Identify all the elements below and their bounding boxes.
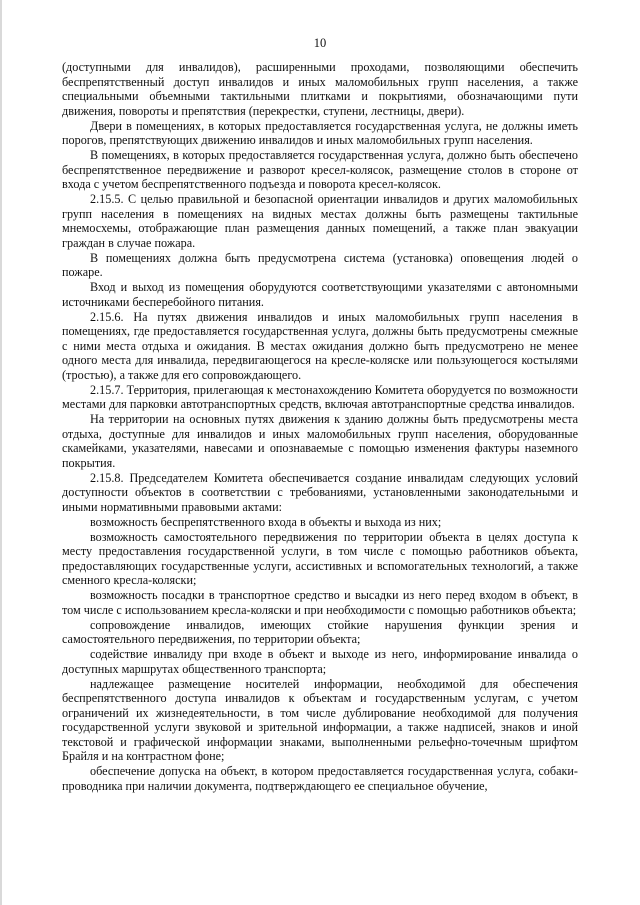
paragraph: 2.15.7. Территория, прилегающая к местонахождению Комитета оборудуется по возможности местами для парковки автотранспортных средств, включая автотранспортные средства инвалидов. <box>62 382 578 411</box>
scan-edge <box>0 0 2 905</box>
paragraph: 2.15.5. С целью правильной и безопасной ориентации инвалидов и других маломобильных групп населения в помещениях на видных местах должны быть размещены тактильные мнемосхемы, отображающие план размещения данных помещений, а также план эвакуации граждан в случае пожара. <box>62 192 578 250</box>
document-body <box>62 60 578 794</box>
page-number: 10 <box>313 36 327 50</box>
paragraph: обеспечение допуска на объект, в котором предоставляется государственная услуга, собаки-проводника при наличии документа, подтверждающего ее специальное обучение, <box>62 764 578 793</box>
paragraph: сопровождение инвалидов, имеющих стойкие нарушения функции зрения и самостоятельного передвижения, по территории объекта; <box>62 617 578 646</box>
paragraph: 2.15.8. Председателем Комитета обеспечивается создание инвалидам следующих условий доступности объектов в соответствии с требованиями, установленными законодательными и иными нормативными правовыми актами: <box>62 470 578 514</box>
paragraph: содействие инвалиду при входе в объект и выходе из него, информирование инвалида о доступных маршрутах общественного транспорта; <box>62 647 578 676</box>
paragraph: возможность посадки в транспортное средство и высадки из него перед входом в объект, в том числе с использованием кресла-коляски и при необходимости с помощью работников объекта; <box>62 588 578 617</box>
paragraph: 2.15.6. На путях движения инвалидов и иных маломобильных групп населения в помещениях, где предоставляется государственная услуга, должны быть предусмотрены смежные с ними места отдыха и ожидания. В местах ожидания должно быть предусмотрено не менее одного места для инвалида, передвигающегося на кресле-коляске или пользующегося костылями (тростью), а также для его сопровождающего. <box>62 309 578 382</box>
paragraph: возможность самостоятельного передвижения по территории объекта в целях доступа к месту предоставления государственной услуги, в том числе с помощью работников объекта, предоставляющих государственные услуги, ассистивных и вспомогательных технологий, а также сменного кресла-коляски; <box>62 529 578 587</box>
paragraph: В помещениях, в которых предоставляется государственная услуга, должно быть обеспечено беспрепятственное передвижение и разворот кресел-колясок, размещение столов в стороне от входа с учетом беспрепятственного подъезда и поворота кресел-колясок. <box>62 148 578 191</box>
paragraph: (доступными для инвалидов), расширенными проходами, позволяющими обеспечить беспрепятственный доступ инвалидов и иных маломобильных групп населения, а также специальными объемными тактильными плитками и покрытиями, обозначающими пути движения, повороты и препятствия (перекрестки, ступени, лестницы, двери). <box>62 60 578 118</box>
paragraph: В помещениях должна быть предусмотрена система (установка) оповещения людей о пожаре. <box>62 250 578 279</box>
paragraph: На территории на основных путях движения к зданию должны быть предусмотрены места отдыха, доступные для инвалидов и иных маломобильных групп населения, оборудованные скамейками, указателями, навесами и опознаваемые с помощью изменения фактуры наземного покрытия. <box>62 412 578 470</box>
paragraph: Вход и выход из помещения оборудуются соответствующими указателями с автономными источниками бесперебойного питания. <box>62 280 578 309</box>
paragraph: надлежащее размещение носителей информации, необходимой для обеспечения беспрепятственного доступа инвалидов к объектам и государственным услугам, с учетом ограничений их жизнедеятельности, в том числе дублирование необходимой для получения государственной услуги звуковой и зрительной информации, а также надписей, знаков и иной текстовой и графической информации знаками, выполненными рельефно-точечным шрифтом Брайля и на контрастном фоне; <box>62 676 578 763</box>
paragraph: Двери в помещениях, в которых предоставляется государственная услуга, не должны иметь порогов, препятствующих движению инвалидов и иных маломобильных групп населения. <box>62 118 578 147</box>
paragraph: возможность беспрепятственного входа в объекты и выхода из них; <box>90 514 442 529</box>
